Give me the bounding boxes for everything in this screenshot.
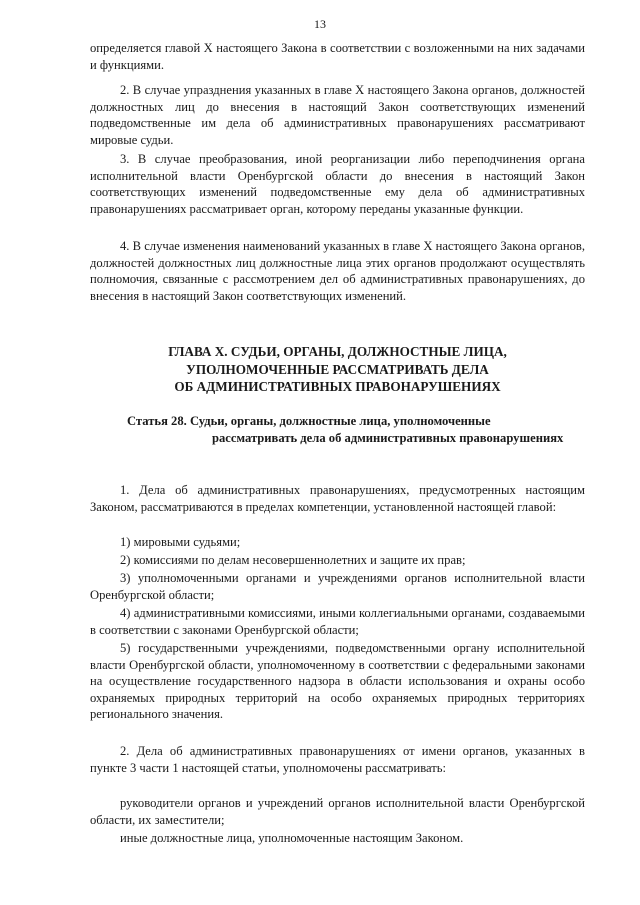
chapter-heading-line-1: ГЛАВА X. СУДЬИ, ОРГАНЫ, ДОЛЖНОСТНЫЕ ЛИЦА, [168,344,507,359]
body-paragraph-4: иные должностные лица, уполномоченные настоящим Законом. [120,831,464,845]
chapter-heading-line-3: ОБ АДМИНИСТРАТИВНЫХ ПРАВОНАРУШЕНИЯХ [174,379,501,394]
list-item-2: 2) комиссиями по делам несовершеннолетних и защите их прав; [120,553,466,567]
chapter-heading-line-2: УПОЛНОМОЧЕННЫЕ РАССМАТРИВАТЬ ДЕЛА [186,361,489,377]
list-item-4: 4) административными комиссиями, иными коллегиальными органами, создаваемыми в соответствии с законами Оренбургской области; [90,606,585,637]
chapter-heading [90,343,585,396]
article-heading-rest: рассматривать дела об административных правонарушениях [212,430,564,445]
list-item-5: 5) государственными учреждениями, подведомственными органу исполнительной власти Оренбургской области, уполномоченному в соответствии с федеральными законами на осуществление государственного надзора в области использования и охраны особо охраняемых природных территорий на особо охраняемых природных территориях регионального значения. [90,641,585,722]
body-paragraph-3: руководители органов и учреждений органов исполнительной власти Оренбургской области, их заместители; [90,796,585,827]
article-heading-line-1: Статья 28. Судьи, органы, должностные лица, уполномоченные [127,414,491,428]
intro-paragraph-1: определяется главой X настоящего Закона в соответствии с возложенными на них задачами и функциями. [90,41,585,72]
list-item-1: 1) мировыми судьями; [120,535,241,549]
list-item-3: 3) уполномоченными органами и учреждениями органов исполнительной власти Оренбургской области; [90,571,585,602]
body-paragraph-2: 2. Дела об административных правонарушениях от имени органов, указанных в пункте 3 части 1 настоящей статьи, уполномочены рассматривать: [90,744,585,775]
article-heading [127,413,585,446]
intro-paragraph-4: 4. В случае изменения наименований указанных в главе X настоящего Закона органов, должностей должностных лиц должностные лица этих органов продолжают осуществлять полномочия, связанные с рассмотрением дел об административных правонарушениях, до внесения в настоящий Закон соответствующих изменений. [90,239,585,303]
page-number: 13 [314,17,326,31]
body-paragraph-1: 1. Дела об административных правонарушениях, предусмотренных настоящим Законом, рассматриваются в пределах компетенции, установленной настоящей главой: [90,483,585,514]
intro-paragraph-3: 3. В случае преобразования, иной реорганизации либо переподчинения органа исполнительной власти Оренбургской области до внесения в настоящий Закон соответствующих изменений подведомственные ему дела об административных правонарушениях рассматривает орган, которому переданы указанные функции. [90,152,585,216]
intro-paragraph-2: 2. В случае упразднения указанных в главе X настоящего Закона органов, должностей должностных лиц до внесения в настоящий Закон соответствующих изменений подведомственные им дела об административных правонарушениях рассматривают мировые судьи. [90,83,585,147]
